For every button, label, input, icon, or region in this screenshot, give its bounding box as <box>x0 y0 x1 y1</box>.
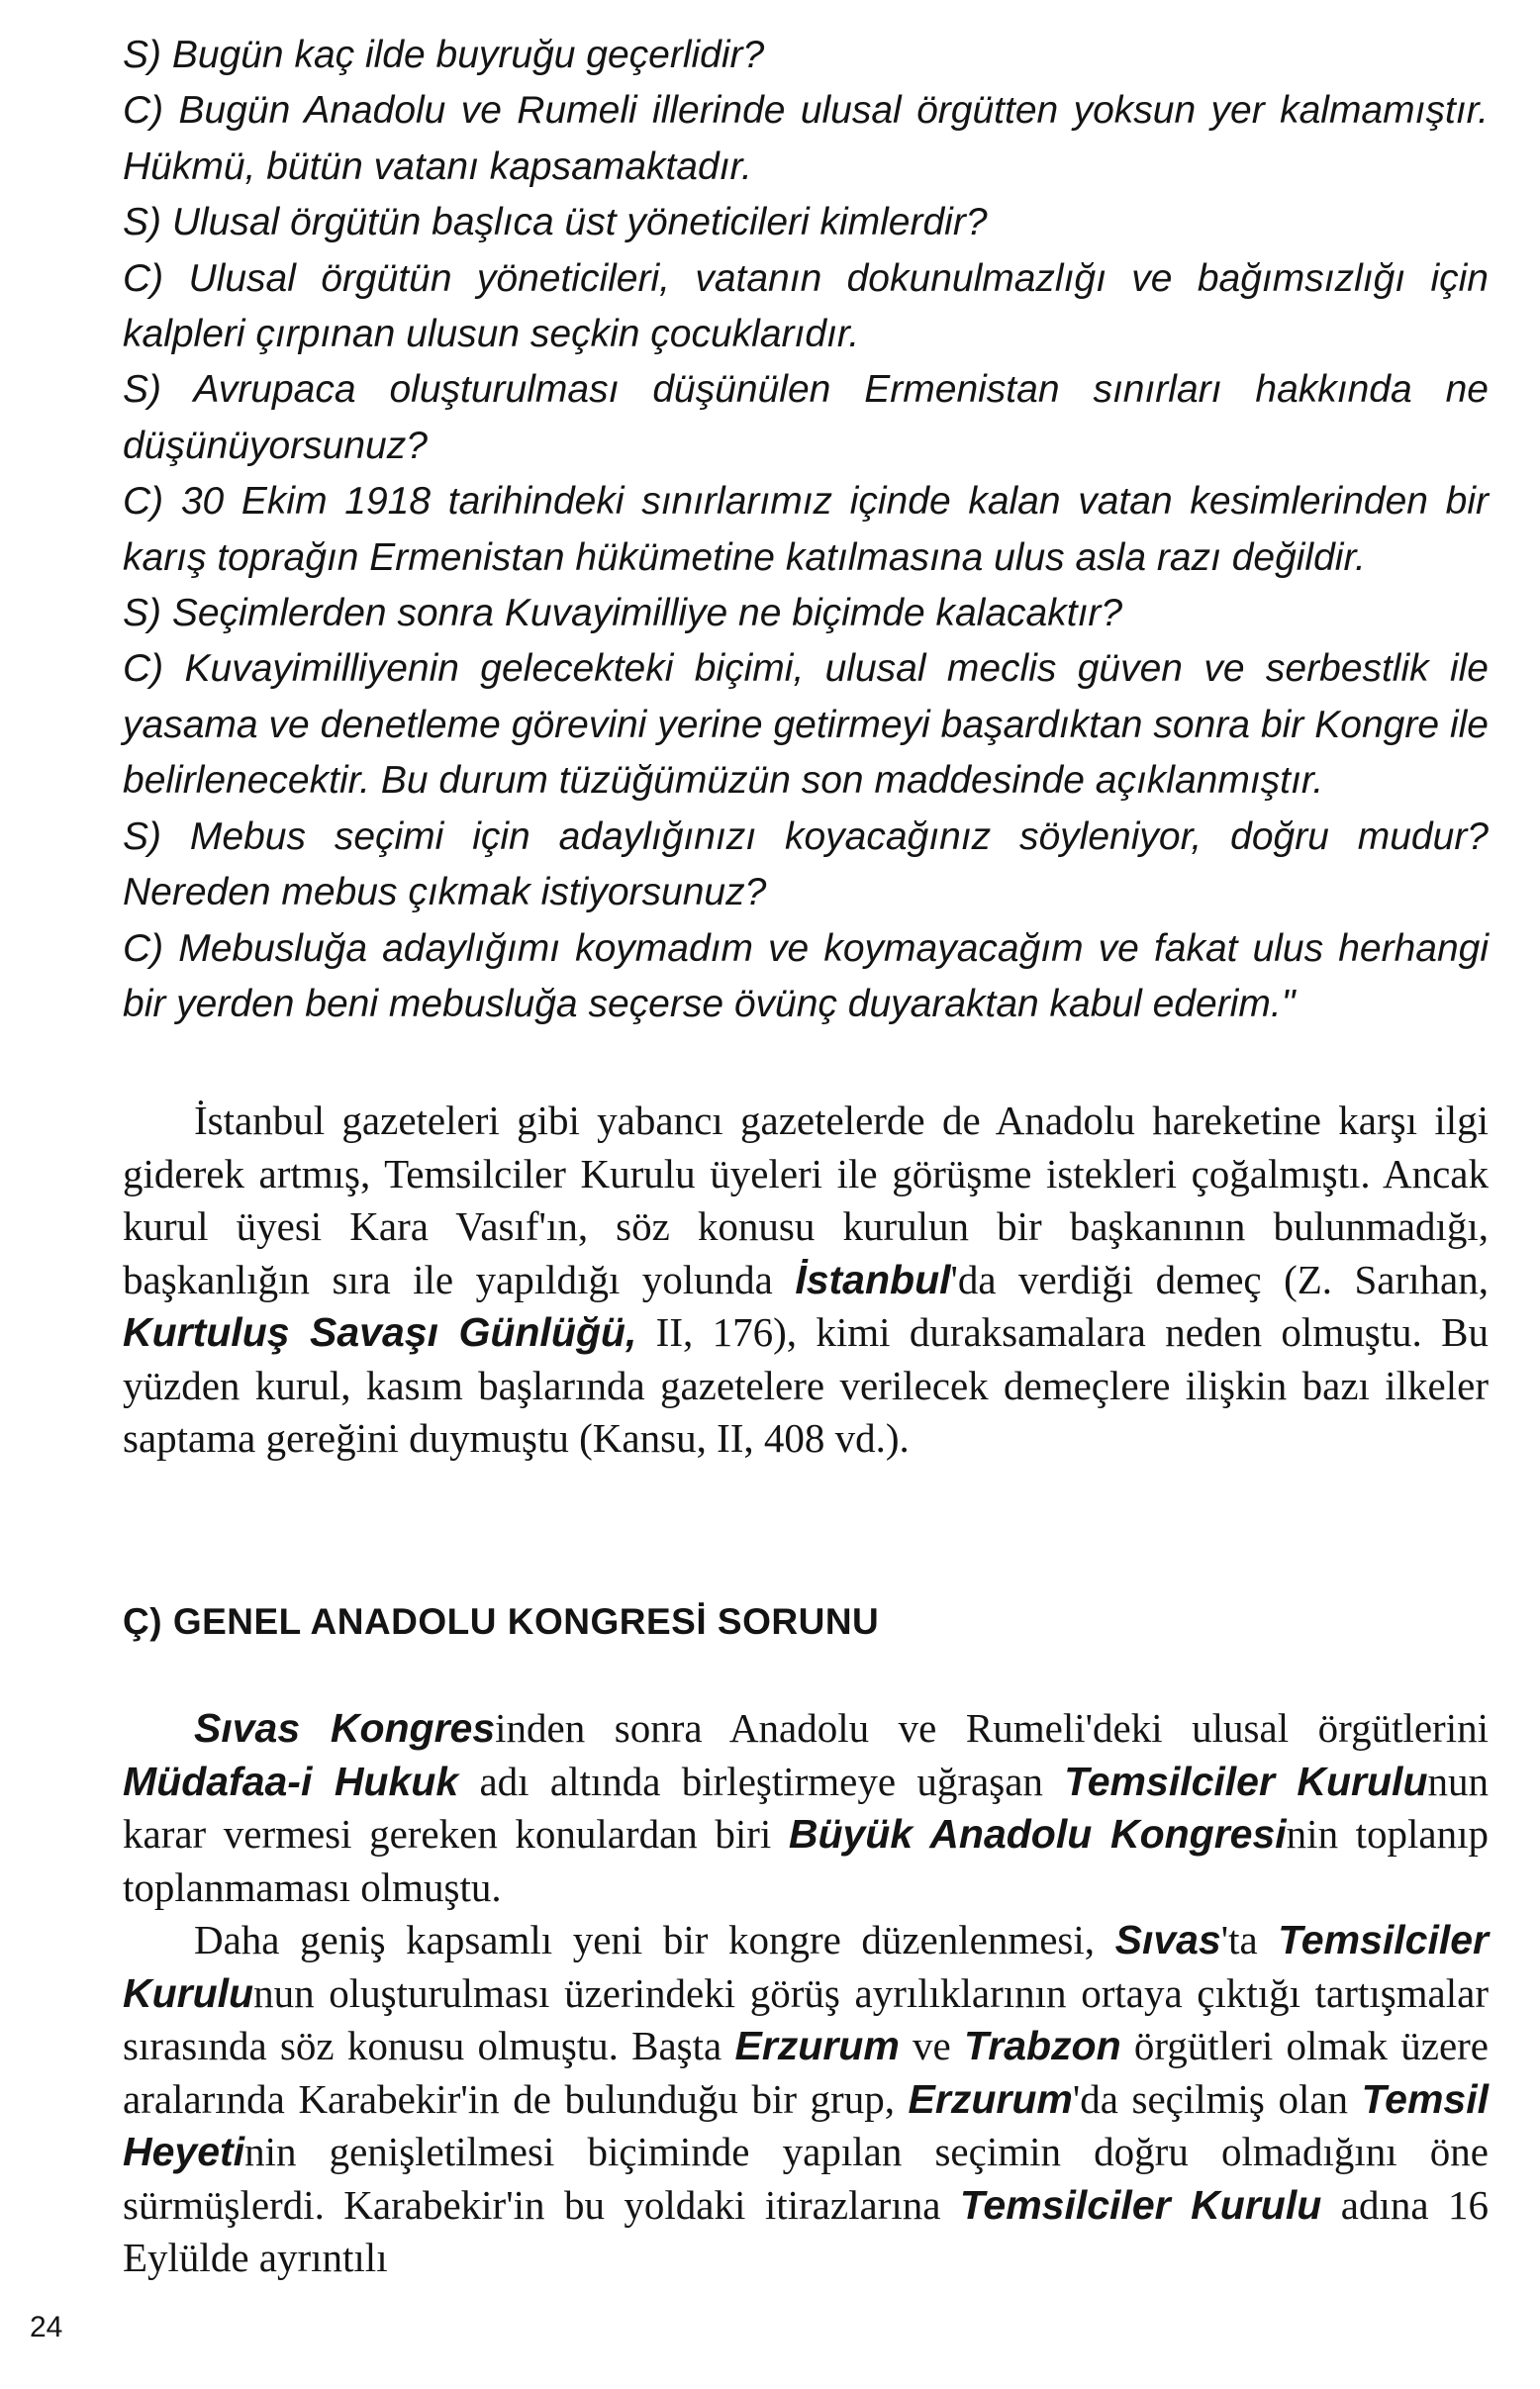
paragraph-broader-congress <box>123 1914 1489 2285</box>
interview-answer: C) Mebusluğa adaylığımı koymadım ve koymayacağım ve fakat ulus herhangi bir yerden beni mebusluğa seçerse övünç duyaraktan kabul ederim." <box>123 926 1489 1025</box>
interview-question: S) Seçimlerden sonra Kuvayimilliye ne biçimde kalacaktır? <box>123 592 1123 635</box>
interview-answer: C) Bugün Anadolu ve Rumeli illerinde ulusal örgütten yoksun yer kalmamıştır. Hükmü, bütün vatanı kapsamaktadır. <box>123 89 1489 188</box>
emphasis-term: Temsilciler Kurulu <box>959 2181 1322 2228</box>
text-run: örgütleri olmak üzere aralarında Karabekir'in de bulunduğu bir grup, <box>123 2023 1489 2122</box>
emphasis-place: Erzurum <box>734 2023 900 2068</box>
text-run: inden sonra Anadolu ve Rumeli'deki ulusal örgütlerini <box>495 1705 1489 1751</box>
text-run: nun karar vermesi gereken konulardan biri <box>123 1758 1489 1857</box>
interview-question: S) Bugün kaç ilde buyruğu geçerlidir? <box>123 34 765 76</box>
interview-answer: C) 30 Ekim 1918 tarihindeki sınırlarımız içinde kalan vatan kesimlerinden bir karış toprağın Ermenistan hükümetine katılmasına ulus asla razı değildir. <box>123 480 1489 579</box>
emphasis-book-title: Kurtuluş Savaşı Günlüğü, <box>123 1309 637 1355</box>
text-run: 'ta <box>1220 1917 1279 1962</box>
interview-block <box>123 28 1489 1032</box>
text-run: Daha geniş kapsamlı yeni bir kongre düzenlenmesi, <box>194 1917 1115 1962</box>
text-run: II, 176), kimi duraksamalara neden olmuştu. Bu yüzden kurul, kasım başlarında gazetelere verilecek demeçlere ilişkin bazı ilkeler saptama gereğini duymuştu (Kansu, II, 408 vd.). <box>123 1309 1489 1461</box>
paragraph-sivas-congress <box>123 1702 1489 1914</box>
text-run: ve <box>899 2023 964 2068</box>
interview-question: S) Ulusal örgütün başlıca üst yöneticileri kimlerdir? <box>123 201 988 244</box>
emphasis-term: Sıvas Kongres <box>194 1705 496 1751</box>
page-number: 24 <box>30 2311 63 2343</box>
text-run: nun oluşturulması üzerindeki görüş ayrılıklarının ortaya çıktığı tartışmalar sırasında söz konusu olmuştu. Başta <box>123 1969 1489 2068</box>
interview-answer: C) Kuvayimilliyenin gelecekteki biçimi, ulusal meclis güven ve serbestlik ile yasama ve denetleme görevini yerine getirmeyi başardıktan sonra bir Kongre ile belirlenecektir. Bu durum tüzüğümüzün son maddesinde açıklanmıştır. <box>123 647 1489 803</box>
paragraph-istanbul-press <box>123 1095 1489 1466</box>
emphasis-place: Erzurum <box>908 2075 1073 2122</box>
section-body <box>123 1702 1489 2285</box>
text-run: nin genişletilmesi biçiminde yapılan seçimin doğru olmadığını öne sürmüşlerdi. Karabekir'in bu yoldaki itirazlarına <box>123 2129 1489 2228</box>
emphasis-place: Trabzon <box>963 2023 1121 2068</box>
text-run: adına 16 Eylülde ayrıntılı <box>123 2181 1489 2280</box>
emphasis-term: Müdafaa-i Hukuk <box>123 1758 459 1804</box>
text-run: nin toplanıp toplanmaması olmuştu. <box>123 1811 1489 1910</box>
emphasis-term: Temsilciler Kurulu <box>1064 1758 1428 1804</box>
emphasis-place: Sıvas <box>1114 1917 1221 1962</box>
section-heading: Ç) GENEL ANADOLU KONGRESİ SORUNU <box>123 1601 880 1642</box>
interview-answer: C) Ulusal örgütün yöneticileri, vatanın dokunulmazlığı ve bağımsızlığı için kalpleri çırpınan ulusun seçkin çocuklarıdır. <box>123 256 1489 356</box>
text-run: 'da verdiği demeç (Z. Sarıhan, <box>950 1256 1489 1302</box>
emphasis-place: İstanbul <box>795 1256 951 1302</box>
interview-question: S) Mebus seçimi için adaylığınızı koyacağınız söyleniyor, doğru mudur? Nereden mebus çıkmak istiyorsunuz? <box>123 814 1489 914</box>
emphasis-term: Temsilciler Kurulu <box>123 1917 1489 2016</box>
text-run: İstanbul gazeteleri gibi yabancı gazetelerde de Anadolu hareketine karşı ilgi giderek artmış, Temsilciler Kurulu üyeleri ile görüşme istekleri çoğalmıştı. Ancak kurul üyesi Kara Vasıf'ın, söz konusu kurulun bir başkanının bulunmadığı, başkanlığın sıra ile yapıldığı yolunda <box>123 1098 1489 1302</box>
emphasis-term: Temsil Heyeti <box>123 2075 1489 2174</box>
text-run: 'da seçilmiş olan <box>1072 2075 1362 2122</box>
emphasis-term: Büyük Anadolu Kongresi <box>788 1811 1287 1857</box>
interview-question: S) Avrupaca oluşturulması düşünülen Ermenistan sınırları hakkında ne düşünüyorsunuz? <box>123 368 1489 467</box>
text-run: adı altında birleştirmeye uğraşan <box>458 1758 1065 1804</box>
